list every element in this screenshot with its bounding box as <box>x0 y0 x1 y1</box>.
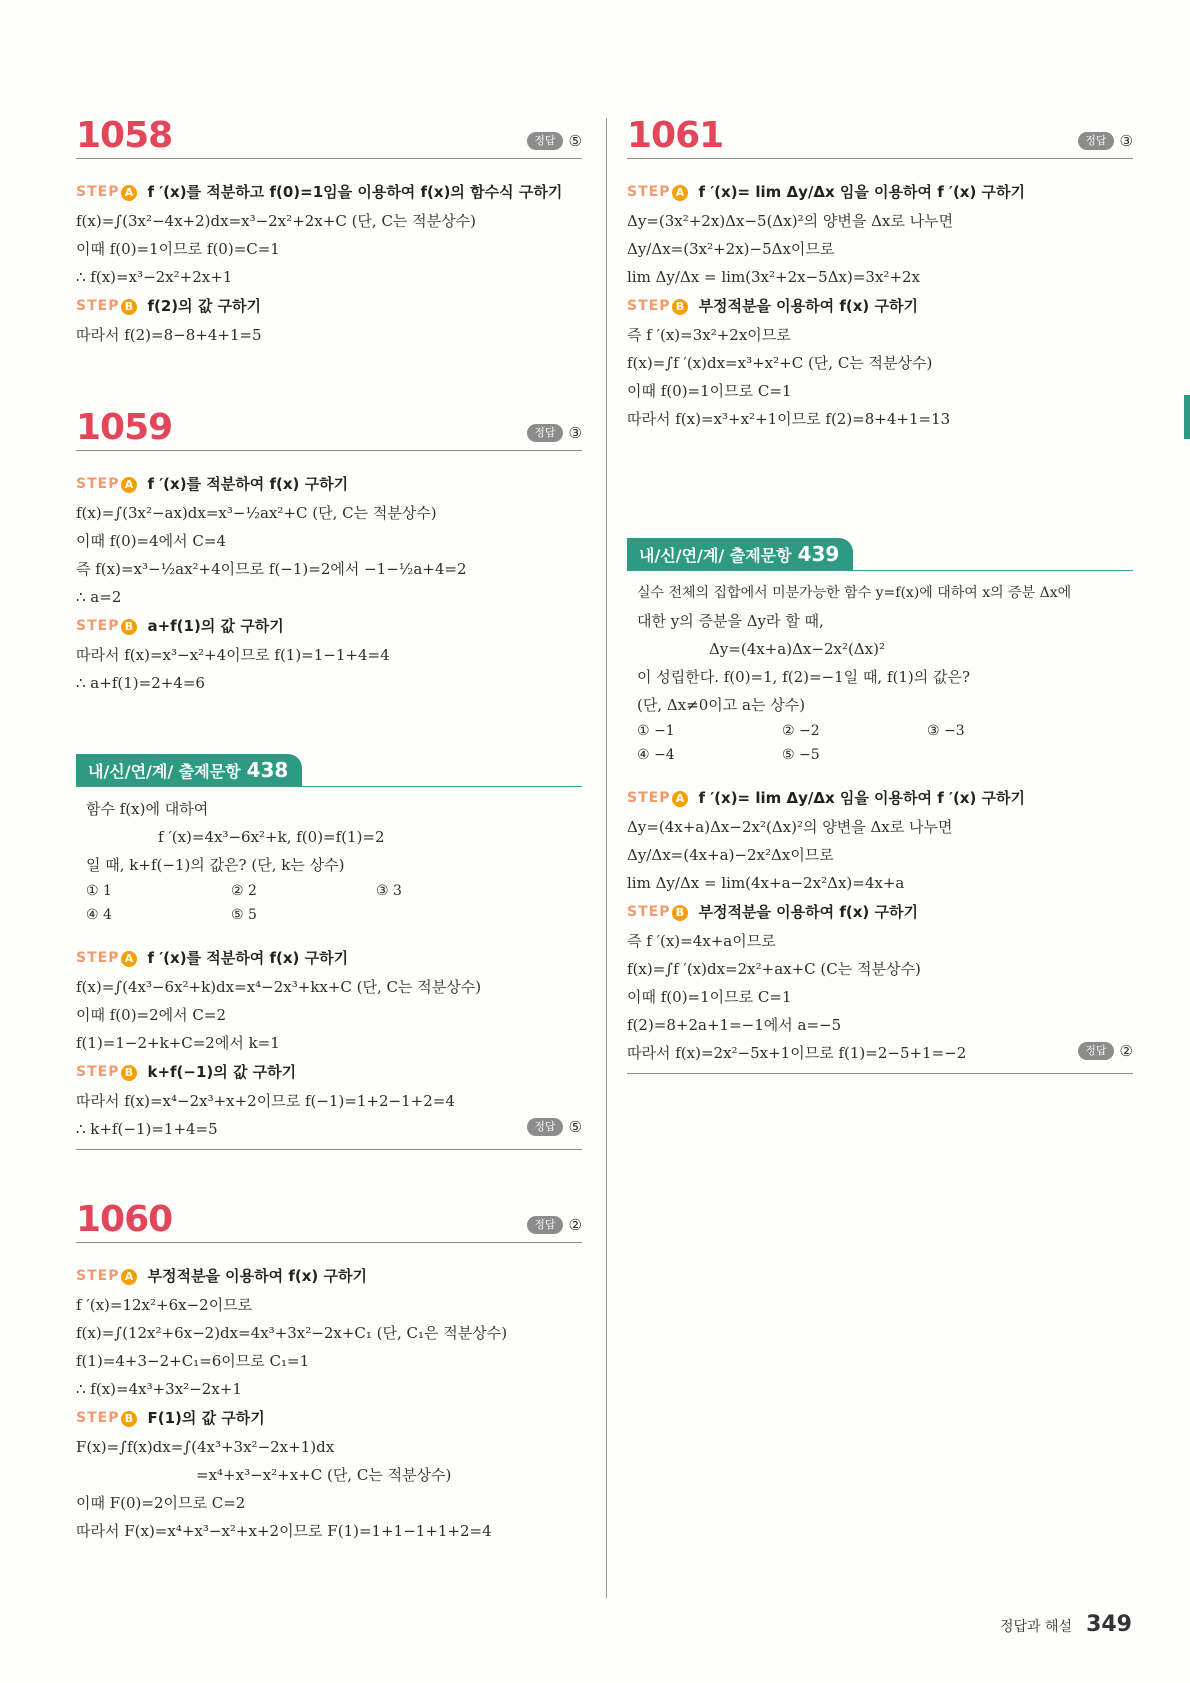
step-tag: STEP <box>76 1064 120 1080</box>
linked-title <box>76 754 302 786</box>
problem-header <box>76 115 582 159</box>
choice: ① 1 <box>86 883 112 899</box>
solution-line: 이때 F(0)=2이므로 C=2 <box>76 1494 246 1512</box>
step-tag: STEP <box>627 904 671 920</box>
step-title: f(2)의 값 구하기 <box>147 297 262 315</box>
solution-line: ∴ a=2 <box>76 588 122 606</box>
right-column <box>627 115 1133 1074</box>
step-tag: STEP <box>76 1410 120 1426</box>
question-line: 이 성립한다. f(0)=1, f(2)=−1일 때, f(1)의 값은? <box>637 668 971 686</box>
solution-line: 즉 f ′(x)=3x²+2x이므로 <box>627 326 791 344</box>
answer <box>527 132 582 150</box>
step-letter: B <box>672 905 688 921</box>
choice: ④ 4 <box>86 907 112 923</box>
question-line: Δy=(4x+a)Δx−2x²(Δx)² <box>709 640 885 658</box>
step-title: f ′(x)를 적분하여 f(x) 구하기 <box>147 949 349 967</box>
solution-line: 이때 f(0)=1이므로 C=1 <box>627 382 792 400</box>
question-line: 실수 전체의 집합에서 미분가능한 함수 y=f(x)에 대하여 x의 증분 Δx에 <box>637 585 1072 601</box>
section-rule <box>76 1149 582 1150</box>
step-title: k+f(−1)의 값 구하기 <box>147 1063 297 1081</box>
solution-line: lim Δy/Δx = lim(3x²+2x−5Δx)=3x²+2x <box>627 268 921 286</box>
page-footer <box>1000 1612 1132 1637</box>
problem-1058 <box>76 115 582 410</box>
answer-badge: 정답 <box>527 132 562 149</box>
solution-line: F(x)=∫f(x)dx=∫(4x³+3x²−2x+1)dx <box>76 1438 335 1456</box>
choices <box>637 719 1125 767</box>
step-tag: STEP <box>76 476 120 492</box>
linked-body <box>627 571 1133 773</box>
linked-number: 439 <box>797 542 840 566</box>
problem-1060 <box>76 1199 582 1545</box>
step-letter: A <box>672 791 688 807</box>
question-line: 일 때, k+f(−1)의 값은? (단, k는 상수) <box>86 856 345 874</box>
problem-header <box>627 115 1133 159</box>
step-title: 부정적분을 이용하여 f(x) 구하기 <box>147 1267 367 1285</box>
linked-title-text: 내/신/연/계/ 출제문항 <box>639 546 792 565</box>
solution-line: f(x)=∫f ′(x)dx=x³+x²+C (단, C는 적분상수) <box>627 354 933 372</box>
choice: ② −2 <box>782 723 820 739</box>
solution-final <box>627 1039 1133 1067</box>
solution-line: 즉 f(x)=x³−½ax²+4이므로 f(−1)=2에서 −1−½a+4=2 <box>76 560 467 578</box>
answer-badge: 정답 <box>527 1216 562 1233</box>
step-title: 부정적분을 이용하여 f(x) 구하기 <box>698 903 918 921</box>
choice: ③ 3 <box>376 883 402 899</box>
step-letter: B <box>121 1411 137 1427</box>
solution-line: 이때 f(0)=1이므로 f(0)=C=1 <box>76 240 280 258</box>
choice: ⑤ −5 <box>782 747 820 763</box>
answer-value: ⑤ <box>568 132 582 150</box>
page-number: 349 <box>1086 1612 1132 1637</box>
problem-1061 <box>627 115 1133 538</box>
problem-number: 1058 <box>76 115 173 156</box>
solution-line: Δy=(3x²+2x)Δx−5(Δx)²의 양변을 Δx로 나누면 <box>627 212 954 230</box>
problem-number: 1059 <box>76 407 173 448</box>
step-letter: B <box>672 299 688 315</box>
step-a <box>76 1261 582 1291</box>
solution-line: 따라서 f(2)=8−8+4+1=5 <box>76 326 262 344</box>
step-b <box>76 1057 582 1087</box>
step-title: f ′(x)를 적분하여 f(x) 구하기 <box>147 475 349 493</box>
answer-value: ② <box>568 1216 582 1234</box>
solution-line: Δy/Δx=(4x+a)−2x²Δx이므로 <box>627 846 834 864</box>
step-b <box>627 897 1133 927</box>
step-title: f ′(x)를 적분하고 f(0)=1임을 이용하여 f(x)의 함수식 구하기 <box>147 183 563 201</box>
problem-header <box>76 407 582 451</box>
step-title: 부정적분을 이용하여 f(x) 구하기 <box>698 297 918 315</box>
linked-title <box>627 538 853 570</box>
answer-value: ② <box>1119 1042 1133 1060</box>
linked-question-438 <box>76 754 582 1202</box>
step-tag: STEP <box>627 184 671 200</box>
question-line: (단, Δx≠0이고 a는 상수) <box>637 696 806 714</box>
step-b <box>76 611 582 641</box>
problem-number: 1061 <box>627 115 724 156</box>
step-tag: STEP <box>627 298 671 314</box>
step-title: F(1)의 값 구하기 <box>147 1409 265 1427</box>
side-tab <box>1184 395 1190 439</box>
linked-header <box>76 754 582 787</box>
question-line: 대한 y의 증분을 Δy라 할 때, <box>637 612 824 630</box>
solution-line: 이때 f(0)=1이므로 C=1 <box>627 988 792 1006</box>
solution-line: Δy/Δx=(3x²+2x)−5Δx이므로 <box>627 240 835 258</box>
question-line: 함수 f(x)에 대하여 <box>86 800 209 818</box>
problem-1059 <box>76 407 582 754</box>
answer <box>1078 1042 1133 1060</box>
solution-line: 따라서 f(x)=x³+x²+1이므로 f(2)=8+4+1=13 <box>627 410 951 428</box>
step-title: f ′(x)= lim Δy/Δx 임을 이용하여 f ′(x) 구하기 <box>698 183 1026 201</box>
step-a <box>76 177 582 207</box>
step-title: a+f(1)의 값 구하기 <box>147 617 284 635</box>
solution-line: f(x)=∫(4x³−6x²+k)dx=x⁴−2x³+kx+C (단, C는 적분상수) <box>76 978 482 996</box>
solution-line: =x⁴+x³−x²+x+C (단, C는 적분상수) <box>196 1466 452 1484</box>
solution-line: ∴ f(x)=x³−2x²+2x+1 <box>76 268 233 286</box>
step-title: f ′(x)= lim Δy/Δx 임을 이용하여 f ′(x) 구하기 <box>698 789 1026 807</box>
step-b <box>76 1403 582 1433</box>
linked-header <box>627 538 1133 571</box>
choice: ① −1 <box>637 723 675 739</box>
step-letter: A <box>121 951 137 967</box>
solution-final <box>76 1115 582 1143</box>
solution-line: f(1)=1−2+k+C=2에서 k=1 <box>76 1034 280 1052</box>
answer-badge: 정답 <box>527 424 562 441</box>
solution-line: ∴ a+f(1)=2+4=6 <box>76 674 205 692</box>
step-letter: A <box>121 477 137 493</box>
solution-line: 이때 f(0)=4에서 C=4 <box>76 532 226 550</box>
answer <box>527 1216 582 1234</box>
step-letter: B <box>121 619 137 635</box>
step-letter: A <box>672 185 688 201</box>
solution-line: lim Δy/Δx = lim(4x+a−2x²Δx)=4x+a <box>627 874 905 892</box>
solution-line: 따라서 f(x)=x⁴−2x³+x+2이므로 f(−1)=1+2−1+2=4 <box>76 1092 455 1110</box>
answer-value: ③ <box>1119 132 1133 150</box>
solution-line: 따라서 F(x)=x⁴+x³−x²+x+2이므로 F(1)=1+1−1+1+2=4 <box>76 1522 492 1540</box>
step-tag: STEP <box>76 950 120 966</box>
step-letter: B <box>121 299 137 315</box>
answer-badge: 정답 <box>527 1118 562 1135</box>
footer-text: 정답과 해설 <box>999 1619 1073 1635</box>
choices <box>86 879 574 927</box>
choice: ⑤ 5 <box>231 907 257 923</box>
question-line: f ′(x)=4x³−6x²+k, f(0)=f(1)=2 <box>158 828 385 846</box>
step-a <box>76 469 582 499</box>
step-tag: STEP <box>76 618 120 634</box>
solution-line: f(x)=∫(12x²+6x−2)dx=4x³+3x²−2x+C₁ (단, C₁은 적분상수) <box>76 1324 508 1342</box>
answer-value: ③ <box>568 424 582 442</box>
solution-line: ∴ f(x)=4x³+3x²−2x+1 <box>76 1380 242 1398</box>
solution-line: f(x)=∫f ′(x)dx=2x²+ax+C (C는 적분상수) <box>627 960 921 978</box>
column-divider <box>606 118 607 1598</box>
step-a <box>76 943 582 973</box>
linked-number: 438 <box>246 758 289 782</box>
answer-value: ⑤ <box>568 1118 582 1136</box>
solution-line: ∴ k+f(−1)=1+4=5 <box>76 1120 218 1138</box>
solution-line: f(x)=∫(3x²−ax)dx=x³−½ax²+C (단, C는 적분상수) <box>76 504 437 522</box>
step-tag: STEP <box>76 298 120 314</box>
linked-title-text: 내/신/연/계/ 출제문항 <box>88 762 241 781</box>
solution-line: f ′(x)=12x²+6x−2이므로 <box>76 1296 253 1314</box>
problem-number: 1060 <box>76 1199 173 1240</box>
step-letter: A <box>121 185 137 201</box>
choice: ④ −4 <box>637 747 675 763</box>
step-letter: B <box>121 1065 137 1081</box>
answer-badge: 정답 <box>1078 132 1113 149</box>
step-letter: A <box>121 1269 137 1285</box>
linked-question-439 <box>627 538 1133 1074</box>
step-b <box>76 291 582 321</box>
answer-badge: 정답 <box>1078 1042 1113 1059</box>
solution-line: f(1)=4+3−2+C₁=6이므로 C₁=1 <box>76 1352 310 1370</box>
solution-line: Δy=(4x+a)Δx−2x²(Δx)²의 양변을 Δx로 나누면 <box>627 818 953 836</box>
solution-line: f(2)=8+2a+1=−1에서 a=−5 <box>627 1016 842 1034</box>
step-tag: STEP <box>76 1268 120 1284</box>
section-rule <box>627 1073 1133 1074</box>
answer <box>527 1118 582 1136</box>
solution-line: 따라서 f(x)=x³−x²+4이므로 f(1)=1−1+4=4 <box>76 646 390 664</box>
step-tag: STEP <box>627 790 671 806</box>
step-a <box>627 783 1133 813</box>
solution-line: 즉 f ′(x)=4x+a이므로 <box>627 932 776 950</box>
choice: ② 2 <box>231 883 257 899</box>
answer <box>1078 132 1133 150</box>
linked-body <box>76 787 582 933</box>
step-b <box>627 291 1133 321</box>
problem-header <box>76 1199 582 1243</box>
solution-line: f(x)=∫(3x²−4x+2)dx=x³−2x²+2x+C (단, C는 적분상수) <box>76 212 476 230</box>
choice: ③ −3 <box>927 723 965 739</box>
step-tag: STEP <box>76 184 120 200</box>
answer <box>527 424 582 442</box>
step-a <box>627 177 1133 207</box>
solution-line: 따라서 f(x)=2x²−5x+1이므로 f(1)=2−5+1=−2 <box>627 1044 967 1062</box>
solution-line: 이때 f(0)=2에서 C=2 <box>76 1006 226 1024</box>
left-column <box>76 115 582 1545</box>
